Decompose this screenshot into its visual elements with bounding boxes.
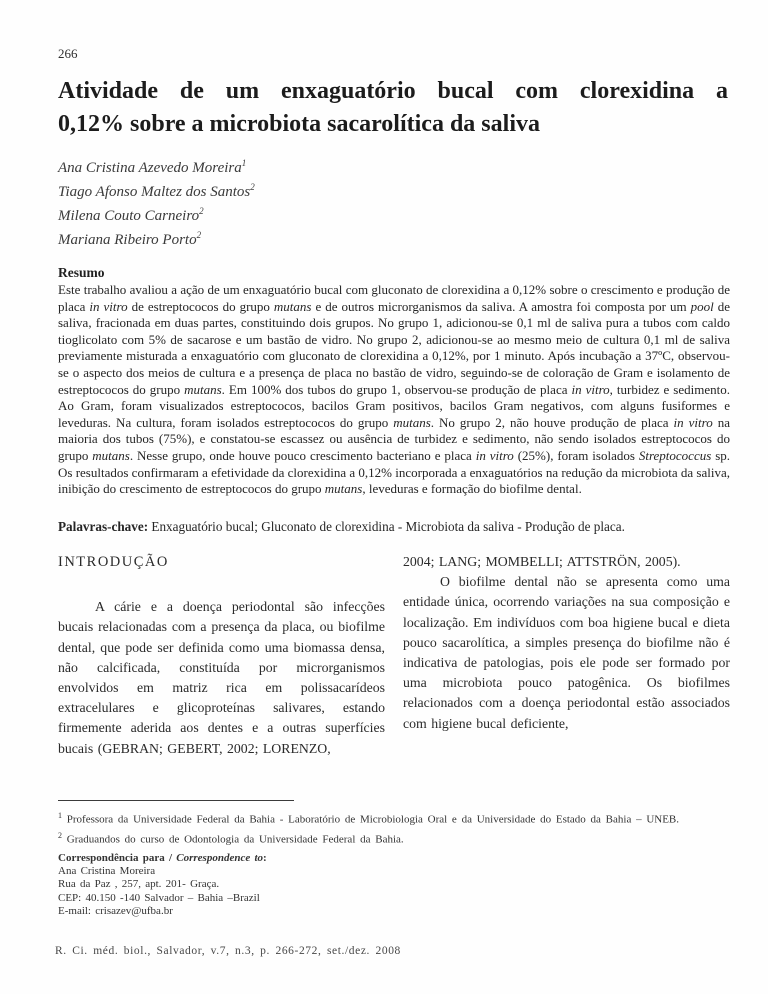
intro-paragraph-left: A cárie e a doença periodontal são infecções bucais relacionadas com a presença da placa, ou biofilme dental, que pode ser definida como uma biomassa densa, não calcificada, constituída por microrganismos envolvidos em matriz rica em polissacarídeos extracelulares e glicoproteínas salivares, estando firmemente aderida aos dentes e a outras superfícies bucais (GEBRAN; GEBERT, 2002; LORENZO, [58, 599, 385, 756]
correspondence-block [58, 852, 267, 918]
correspondence-label: Correspondência para / Correspondence to: [58, 852, 267, 864]
page-number: 266 [58, 46, 78, 61]
correspondence-street: Rua da Paz , 257, apt. 201- Graça. [58, 878, 220, 891]
author-line: Tiago Afonso Maltez dos Santos$^2$ [58, 182, 255, 200]
keywords-line [58, 519, 730, 535]
abstract-text: Este trabalho avaliou a ação de um enxaguatório bucal com gluconato de clorexidina a 0,12% sobre o crescimento e produção de placa in vitro de estreptococos do grupo mutans e de outros microrganismos da saliva. A amostra foi composta por um pool de saliva, fracionada em duas partes, constituindo dois grupos. No grupo 1, adicionou-se 0,1 ml de saliva pura a tubos com caldo tioglicolato com 5% de sacarose e um bastão de vidro. No grupo 2, adicionou-se ao mesmo meio de cultura 0,1 ml de saliva previamente misturada a enxaguatório com gluconato de clorexidina a 0,12%, por 1 minuto. Após incubação a 37ºC, observou-se o aspecto dos meios de cultura e a presença de placa no bastão de vidro, seguindo-se de coloração de Gram e isolamento de estreptococos do grupo mutans. Em 100% dos tubos do grupo 1, observou-se produção de placa in vitro, turbidez e sedimento. Ao Gram, foram visualizados estreptococos, bacilos Gram positivos, bacilos Gram negativos, com alguns fusiformes e leveduras. Na cultura, foram isolados estreptococos do grupo mutans. No grupo 2, não houve produção de placa in vitro na maioria dos tubos (75%), e constatou-se escassez ou ausência de turbidez e sedimento, não sendo isolados estreptococos do grupo mutans. Nesse grupo, onde houve pouco crescimento bacteriano e placa in vitro (25%), foram isolados Streptococcus sp. Os resultados confirmaram a efetividade da clorexidina a 0,12% incorporada a enxaguatórios na redução da microbiota da saliva, inibição do crescimento de estreptococos do grupo mutans, leveduras e formação do biofilme dental. [58, 282, 730, 497]
intro-left-column [58, 552, 385, 759]
article-title-line1: Atividade de um enxaguatório bucal com clorexidina a [58, 78, 728, 104]
abstract-section [58, 265, 730, 498]
article-title-line2: 0,12% sobre a microbiota sacarolítica da saliva [58, 111, 540, 137]
journal-footer: R. Ci. méd. biol., Salvador, v.7, n.3, p. 266-272, set./dez. 2008 [55, 945, 401, 957]
keywords-label: Palavras-chave: [58, 519, 149, 534]
keywords-text: Enxaguatório bucal; Gluconato de clorexidina - Microbiota da saliva - Produção de placa. [148, 519, 625, 534]
author-line: Mariana Ribeiro Porto$^2$ [58, 230, 202, 248]
introduction-columns [58, 552, 730, 759]
author-line: Ana Cristina Azevedo Moreira$^1$ [58, 158, 247, 176]
footnote-item: $^2$ Graduandos do curso de Odontologia da Universidade Federal da Bahia. [58, 830, 404, 846]
correspondence-cep: CEP: 40.150 -140 Salvador – Bahia –Brazil [58, 891, 260, 904]
author-footnote-marker: 2 [199, 206, 204, 216]
intro-citation-continuation: 2004; LANG; MOMBELLI; ATTSTRÖN, 2005). [403, 554, 681, 569]
intro-right-column [403, 552, 730, 759]
footnotes-section [58, 800, 730, 847]
author-line: Milena Couto Carneiro$^2$ [58, 206, 204, 224]
correspondence-name: Ana Cristina Moreira [58, 865, 156, 878]
correspondence-email: E-mail: crisazev@ufba.br [58, 904, 173, 917]
author-footnote-marker: 1 [241, 158, 247, 168]
abstract-heading: Resumo [58, 265, 105, 280]
author-footnote-marker: 2 [196, 230, 202, 240]
footnote-separator-rule [58, 800, 294, 801]
article-title [58, 75, 728, 141]
footnote-item: $^1$ Professora da Universidade Federal da Bahia - Laboratório de Microbiologia Oral e da Universidade do Estado da Bahia – UNEB. [58, 811, 680, 826]
intro-paragraph-right: O biofilme dental não se apresenta como uma entidade única, ocorrendo variações na sua composição e localização. Em indivíduos com boa higiene bucal e dieta pouco sacarolítica, a simples presença do biofilme não é indicativa de patologias, pois ele pode ser formado por uma microbiota pouco patogênica. Os biofilmes relacionados com a doença periodontal estão associados com higiene bucal deficiente, [403, 574, 730, 731]
author-list [58, 154, 255, 250]
author-footnote-marker: 2 [250, 182, 255, 192]
introduction-heading: INTRODUÇÃO [58, 554, 169, 570]
